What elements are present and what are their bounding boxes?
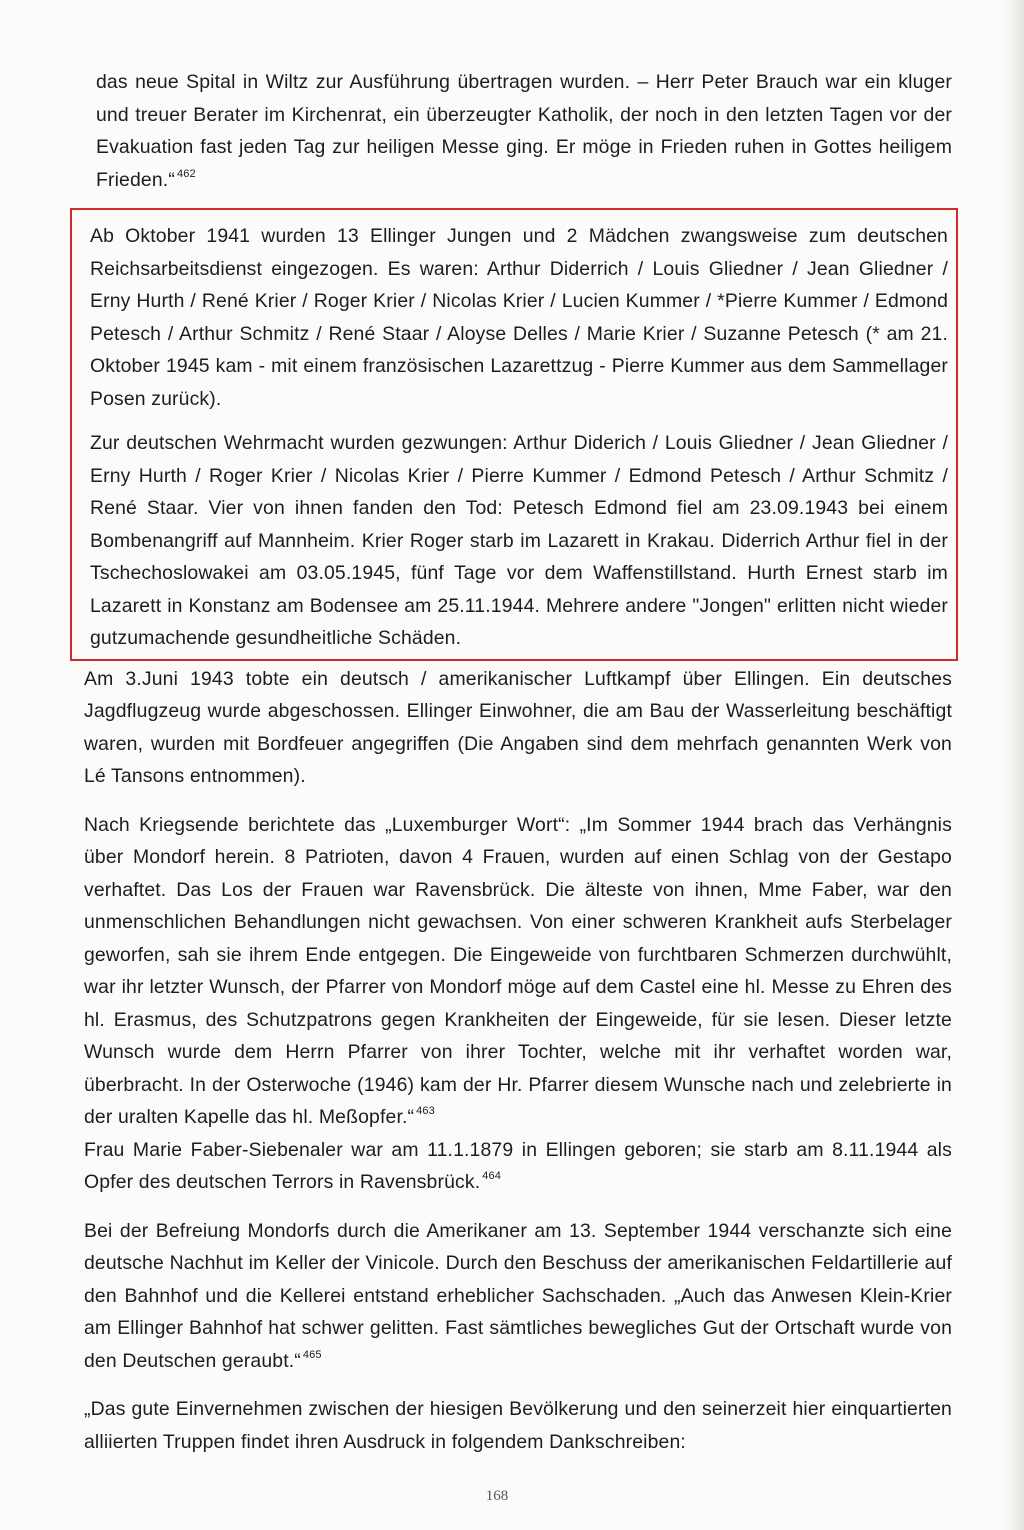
paragraph-luftkampf: Am 3.Juni 1943 tobte ein deutsch / amerikanischer Luftkampf über Ellingen. Ein deutsches Jagdflugzeug wurde abgeschossen. Ellinger Einwohner, die am Bau der Wasserleitung beschäftigt waren, wurden mit Bordfeuer angegriffen (Die Angaben sind dem mehrfach genannten Werk von Lé Tansons entnommen). xyxy=(84,667,952,787)
paragraph-text: das neue Spital in Wiltz zur Ausführung übertragen wurden. – Herr Peter Brauch war ein kluger und treuer Berater im Kirchenrat, ein überzeugter Katholik, der noch in den letzten Tagen vor der Evakuation fast jeden Tag zur heiligen Messe ging. Er möge in Frieden ruhen in Gottes heiligem Frieden.“ xyxy=(96,71,952,191)
paragraph-kriegsende xyxy=(84,809,952,1134)
paragraph-text: Nach Kriegsende berichtete das „Luxemburger Wort“: „Im Sommer 1944 brach das Verhängnis über Mondorf herein. 8 Patrioten, davon 4 Frauen, wurden auf einen Schlag von der Gestapo verhaftet. Das Los der Frauen war Ravensbrück. Die älteste von ihnen, Mme Faber, war den unmenschlichen Behandlungen nicht gewachsen. Von einer schweren Krankheit aufs Sterbelager geworfen, sah sie ihrem Ende entgegen. Die Eingeweide von furchtbaren Schmerzen durchwühlt, war ihr letzter Wunsch, der Pfarrer von Mondorf möge auf dem Castel eine hl. Messe zu Ehren des hl. Erasmus, des Schutzpatrons gegen Krankheiten der Eingeweide, für sie lesen. Dieser letzte Wunsch wurde dem Herrn Pfarrer von ihrer Tochter, welche mit ihr verhaftet worden war, überbracht. In der Osterwoche (1946) kam der Hr. Pfarrer diesem Wunsche nach und zelebrierte in der uralten Kapelle das hl. Meßopfer.“ xyxy=(84,813,952,1128)
paragraph-text: Frau Marie Faber-Siebenaler war am 11.1.1879 in Ellingen geboren; sie starb am 8.11.1944 als Opfer des deutschen Terrors in Ravensbrück. xyxy=(84,1138,952,1193)
footnote-ref: 462 xyxy=(176,167,196,180)
highlighted-section xyxy=(70,208,958,661)
footnote-ref: 465 xyxy=(302,1348,322,1361)
paragraph-befreiung xyxy=(84,1215,952,1378)
paragraph-faber xyxy=(84,1134,952,1199)
paragraph-peter-brauch xyxy=(96,66,952,196)
paragraph-wehrmacht: Zur deutschen Wehrmacht wurden gezwungen: Arthur Diderich / Louis Gliedner / Jean Gliedner / Erny Hurth / Roger Krier / Nicolas Krier / Pierre Kummer / Edmond Petesch / Arthur Schmitz / René Staar. Vier von ihnen fanden den Tod: Petesch Edmond fiel am 23.09.1943 bei einem Bombenangriff auf Mannheim. Krier Roger starb im Lazarett in Krakau. Diderrich Arthur fiel in der Tschechoslowakei am 03.05.1945, fünf Tage vor dem Waffenstillstand. Hurth Ernest starb im Lazarett in Konstanz am Bodensee am 25.11.1944. Mehrere andere "Jongen" erlitten nicht wieder gutzumachende gesundheitliche Schäden. xyxy=(90,432,948,649)
paragraph-reichsarbeitsdienst: Ab Oktober 1941 wurden 13 Ellinger Jungen und 2 Mädchen zwangsweise zum deutschen Reichsarbeitsdienst eingezogen. Es waren: Arthur Diderrich / Louis Gliedner / Jean Gliedner / Erny Hurth / René Krier / Roger Krier / Nicolas Krier / Lucien Kummer / *Pierre Kummer / Edmond Petesch / Arthur Schmitz / René Staar / Aloyse Delles / Marie Krier / Suzanne Petesch (* am 21. Oktober 1945 kam - mit einem französischen Lazarettzug - Pierre Kummer aus dem Sammellager Posen zurück). xyxy=(90,225,948,410)
document-body xyxy=(84,66,952,1458)
paragraph-einvernehmen: „Das gute Einvernehmen zwischen der hiesigen Bevölkerung und den seinerzeit hier einquartierten alliierten Truppen findet ihren Ausdruck in folgendem Dankschreiben: xyxy=(84,1398,952,1453)
paragraph-text: Bei der Befreiung Mondorfs durch die Amerikaner am 13. September 1944 verschanzte sich eine deutsche Nachhut im Keller der Vinicole. Durch den Beschuss der amerikanischen Feldartillerie auf den Bahnhof und die Kellerei entstand erheblicher Sachschaden. „Auch das Anwesen Klein-Krier am Ellinger Bahnhof hat schwer gelitten. Fast sämtliches bewegliches Gut der Ortschaft wurde von den Deutschen geraubt.“ xyxy=(84,1219,952,1372)
footnote-ref: 464 xyxy=(482,1170,502,1182)
page-edge-shadow xyxy=(1004,0,1024,1530)
page-number: 168 xyxy=(485,1488,509,1504)
footnote-ref: 463 xyxy=(416,1105,435,1117)
